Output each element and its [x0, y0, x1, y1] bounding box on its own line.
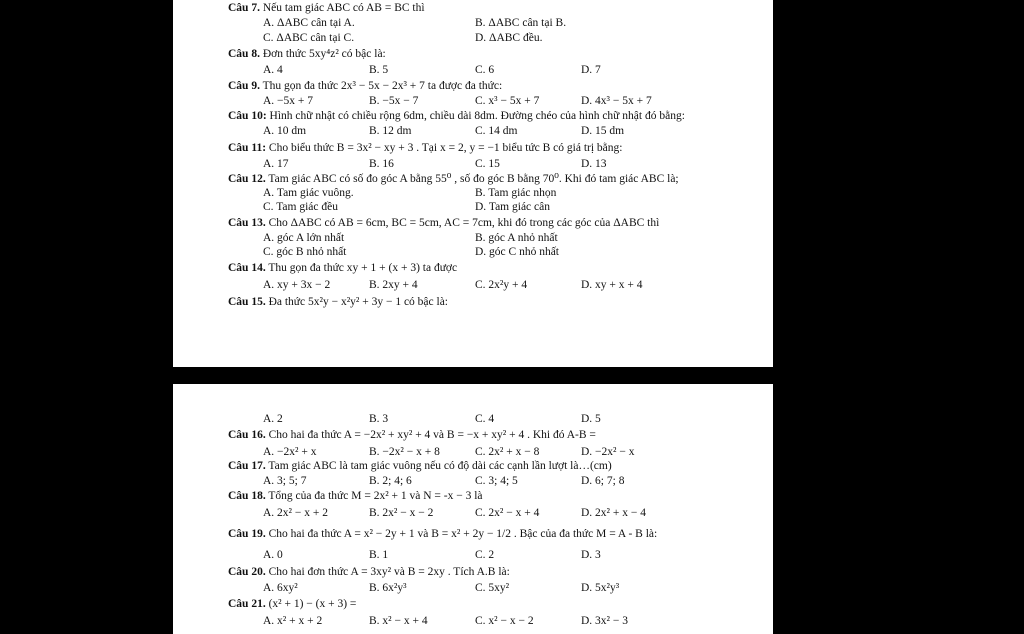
- question-14: [228, 262, 457, 275]
- option-a: A. 2: [263, 413, 283, 425]
- option-b: B. 2xy + 4: [369, 279, 418, 291]
- option-d: D. 3: [581, 549, 601, 561]
- option-d: D. 5: [581, 413, 601, 425]
- question-number: Câu 16.: [228, 429, 266, 441]
- option-d: D. góc C nhỏ nhất: [475, 246, 560, 258]
- option-c: C. góc B nhỏ nhất: [263, 246, 347, 258]
- question-13: [228, 217, 659, 230]
- question-number: Câu 18.: [228, 490, 266, 502]
- page-top: [173, 0, 773, 367]
- option-d: D. 7: [581, 64, 601, 76]
- question-10: [228, 110, 685, 123]
- question-number: Câu 11:: [228, 142, 267, 154]
- option-b: B. 1: [369, 549, 389, 561]
- question-text: Nếu tam giác ABC có AB = BC thì: [262, 2, 425, 14]
- option-c: C. 14 dm: [475, 125, 518, 137]
- option-b: B. ΔABC cân tại B.: [475, 17, 567, 29]
- option-c: C. 2x² − x + 4: [475, 507, 540, 519]
- question-text: Cho ΔABC có AB = 6cm, BC = 5cm, AC = 7cm, khi đó trong các góc của ΔABC thì: [268, 217, 660, 229]
- question-text: Thu gọn đa thức xy + 1 + (x + 3) ta được: [268, 262, 458, 274]
- question-text: Tam giác ABC có số đo góc A bằng 55⁰ , số đo góc B bằng 70⁰. Khi đó tam giác ABC là;: [268, 173, 679, 185]
- option-b: B. 2; 4; 6: [369, 475, 412, 487]
- option-b: B. x² − x + 4: [369, 615, 428, 627]
- question-text: Thu gọn đa thức 2x³ − 5x − 2x³ + 7 ta được đa thức:: [262, 80, 503, 92]
- option-a: A. x² + x + 2: [263, 615, 323, 627]
- option-d: D. 4x³ − 5x + 7: [581, 95, 652, 107]
- question-number: Câu 15.: [228, 296, 266, 308]
- question-19: [228, 528, 657, 541]
- question-number: Câu 21.: [228, 598, 266, 610]
- question-16: [228, 429, 596, 442]
- option-c: C. 15: [475, 158, 500, 170]
- question-text: Cho hai đơn thức A = 3xy² và B = 2xy . Tích A.B là:: [268, 566, 510, 578]
- option-c: C. x³ − 5x + 7: [475, 95, 540, 107]
- question-number: Câu 19.: [228, 528, 266, 540]
- question-number: Câu 12.: [228, 173, 266, 185]
- option-a: A. 6xy²: [263, 582, 298, 594]
- option-a: A. 3; 5; 7: [263, 475, 307, 487]
- option-a: A. Tam giác vuông.: [263, 187, 354, 199]
- question-number: Câu 7.: [228, 2, 260, 14]
- option-b: B. 12 dm: [369, 125, 412, 137]
- question-text: Cho hai đa thức A = −2x² + xy² + 4 và B = −x + xy² + 4 . Khi đó A-B =: [268, 429, 596, 441]
- option-b: B. 16: [369, 158, 394, 170]
- option-c: C. 5xy²: [475, 582, 510, 594]
- option-c: C. 3; 4; 5: [475, 475, 518, 487]
- option-b: B. góc A nhỏ nhất: [475, 232, 558, 244]
- option-d: D. Tam giác cân: [475, 201, 550, 213]
- question-15: [228, 296, 448, 309]
- option-a: A. −2x² + x: [263, 446, 317, 458]
- option-d: D. 3x² − 3: [581, 615, 628, 627]
- option-b: B. Tam giác nhọn: [475, 187, 557, 199]
- question-17: [228, 460, 612, 473]
- option-b: B. 3: [369, 413, 389, 425]
- option-d: D. 6; 7; 8: [581, 475, 625, 487]
- option-c: C. 2: [475, 549, 495, 561]
- option-a: A. góc A lớn nhất: [263, 232, 345, 244]
- question-number: Câu 9.: [228, 80, 260, 92]
- option-a: A. −5x + 7: [263, 95, 314, 107]
- option-b: B. 6x²y³: [369, 582, 407, 594]
- question-number: Câu 17.: [228, 460, 266, 472]
- option-c: C. Tam giác đều: [263, 201, 338, 213]
- option-a: A. ΔABC cân tại A.: [263, 17, 355, 29]
- question-9: [228, 80, 502, 93]
- question-text: Cho hai đa thức A = x² − 2y + 1 và B = x² + 2y − 1/2 . Bậc của đa thức M = A - B là:: [268, 528, 658, 540]
- question-text: Hình chữ nhật có chiều rộng 6dm, chiều dài 8dm. Đường chéo của hình chữ nhật đó bằng:: [269, 110, 685, 122]
- question-text: Tổng của đa thức M = 2x² + 1 và N = -x − 3 là: [268, 490, 483, 502]
- question-7: [228, 2, 425, 15]
- question-number: Câu 14.: [228, 262, 266, 274]
- option-c: C. 4: [475, 413, 495, 425]
- option-c: C. 2x²y + 4: [475, 279, 528, 291]
- option-d: D. −2x² − x: [581, 446, 635, 458]
- option-a: A. 17: [263, 158, 289, 170]
- option-d: D. 15 dm: [581, 125, 625, 137]
- question-number: Câu 10:: [228, 110, 267, 122]
- question-21: [228, 598, 356, 611]
- question-11: [228, 142, 622, 155]
- option-d: D. xy + x + 4: [581, 279, 643, 291]
- question-text: Cho biểu thức B = 3x² − xy + 3 . Tại x = 2, y = −1 biểu tức B có giá trị bằng:: [268, 142, 623, 154]
- question-number: Câu 13.: [228, 217, 266, 229]
- option-a: A. 2x² − x + 2: [263, 507, 328, 519]
- option-d: D. 5x²y³: [581, 582, 620, 594]
- option-b: B. 2x² − x − 2: [369, 507, 434, 519]
- question-8: [228, 48, 386, 61]
- option-a: A. 4: [263, 64, 283, 76]
- option-b: B. −5x − 7: [369, 95, 419, 107]
- question-text: Đơn thức 5xy⁴z² có bậc là:: [262, 48, 386, 60]
- option-d: D. 13: [581, 158, 607, 170]
- option-c: C. x² − x − 2: [475, 615, 534, 627]
- question-number: Câu 20.: [228, 566, 266, 578]
- option-a: A. 0: [263, 549, 283, 561]
- option-d: D. 2x² + x − 4: [581, 507, 646, 519]
- option-a: A. 10 dm: [263, 125, 307, 137]
- option-d: D. ΔABC đều.: [475, 32, 543, 44]
- question-12: [228, 173, 679, 186]
- option-b: B. 5: [369, 64, 389, 76]
- option-b: B. −2x² − x + 8: [369, 446, 440, 458]
- question-text: Đa thức 5x²y − x²y² + 3y − 1 có bậc là:: [268, 296, 449, 308]
- option-a: A. xy + 3x − 2: [263, 279, 331, 291]
- question-text: (x² + 1) − (x + 3) =: [268, 598, 357, 610]
- option-c: C. ΔABC cân tại C.: [263, 32, 355, 44]
- option-c: C. 6: [475, 64, 495, 76]
- question-20: [228, 566, 510, 579]
- option-c: C. 2x² + x − 8: [475, 446, 540, 458]
- question-18: [228, 490, 483, 503]
- question-number: Câu 8.: [228, 48, 260, 60]
- question-text: Tam giác ABC là tam giác vuông nếu có độ dài các cạnh lần lượt là…(cm): [268, 460, 612, 472]
- page-bottom: [173, 384, 773, 634]
